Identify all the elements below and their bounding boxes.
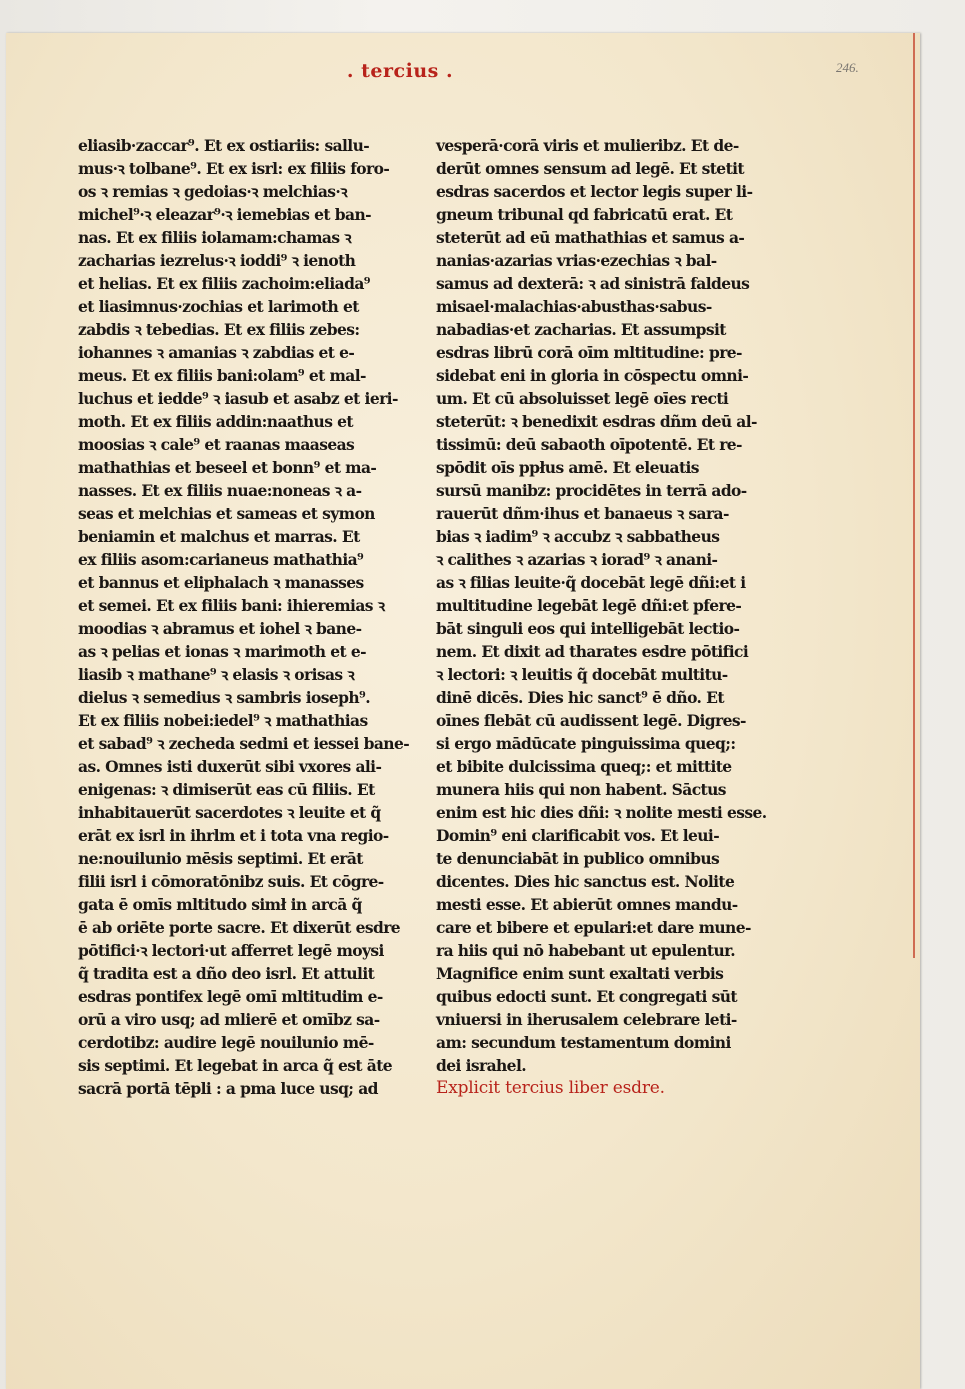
text-line: ꝛ calithes ꝛ azarias ꝛ iorad⁹ ꝛ anani- — [436, 550, 718, 569]
text-line: dinē dicēs. Dies hic sanct⁹ ē dño. Et — [436, 688, 724, 707]
text-line: rauerūt dñm·ihus et banaeus ꝛ sara- — [436, 504, 729, 523]
text-line: vesperā·corā viris et mulieribz. Et de- — [436, 136, 739, 155]
text-line: pōtifici·ꝛ lectori·ut afferret legē moysi — [78, 941, 384, 960]
text-line: Magnifice enim sunt exaltati verbis — [436, 964, 724, 983]
text-line: sursū manibz: procidētes in terrā ado- — [436, 481, 747, 500]
text-line: orū a viro usq; ad mlierē et omībz sa- — [78, 1010, 380, 1029]
text-line: enim est hic dies dñi: ꝛ nolite mesti esse. — [436, 803, 767, 822]
text-line: multitudine legebāt legē dñi:et pfere- — [436, 596, 742, 615]
text-line: Domin⁹ eni clarificabit vos. Et leui- — [436, 826, 720, 845]
text-line: et bibite dulcissima queq;: et mittite — [436, 757, 732, 776]
text-line: os ꝛ remias ꝛ gedoias·ꝛ melchias·ꝛ — [78, 182, 347, 201]
text-line: luchus et iedde⁹ ꝛ iasub et asabz et ieri- — [78, 389, 398, 408]
text-line: misael·malachias·abusthas·sabus- — [436, 297, 712, 316]
text-line: q̃ tradita est a dño deo isrl. Et attulit — [78, 964, 375, 983]
text-line: esdras sacerdos et lector legis super li- — [436, 182, 753, 201]
text-line: et helias. Et ex filiis zachoim:eliada⁹ — [78, 274, 370, 293]
text-line: dielus ꝛ semedius ꝛ sambris ioseph⁹. — [78, 688, 371, 707]
text-line: mathathias et beseel et bonn⁹ et ma- — [78, 458, 377, 477]
text-line: sacrā portā tēpli : a pma luce usq; ad — [78, 1079, 378, 1098]
text-line: beniamin et malchus et marras. Et — [78, 527, 360, 546]
text-line: gata ē omīs mltitudo simł in arcā q̃ — [78, 895, 362, 914]
text-line: sidebat eni in gloria in cōspectu omni- — [436, 366, 749, 385]
text-line: michel⁹·ꝛ eleazar⁹·ꝛ iemebias et ban- — [78, 205, 371, 224]
text-line: ra hiis qui nō habebant ut epulentur. — [436, 941, 736, 960]
text-line: oīnes flebāt cū audissent legē. Digres- — [436, 711, 746, 730]
text-line: steterūt ad eū mathathias et samus a- — [436, 228, 745, 247]
text-line: esdras librū corā oīm mltitudine: pre- — [436, 343, 742, 362]
text-line: nanias·azarias vrias·ezechias ꝛ bal- — [436, 251, 717, 270]
text-line: si ergo mādūcate pinguissima queq;: — [436, 734, 736, 753]
text-line: eliasib·zaccar⁹. Et ex ostiariis: sallu- — [78, 136, 370, 155]
text-line: munera hiis qui non habent. Sāctus — [436, 780, 726, 799]
text-line: moosias ꝛ cale⁹ et raanas maaseas — [78, 435, 355, 454]
text-line: ne:nouilunio mēsis septimi. Et erāt — [78, 849, 363, 868]
text-line: samus ad dexterā: ꝛ ad sinistrā faldeus — [436, 274, 750, 293]
text-line: nas. Et ex filiis iolamam:chamas ꝛ — [78, 228, 352, 247]
right-text-column — [436, 134, 767, 1100]
text-line: et liasimnus·zochias et larimoth et — [78, 297, 359, 316]
text-line: mesti esse. Et abierūt omnes mandu- — [436, 895, 738, 914]
text-line: vniuersi in iherusalem celebrare leti- — [436, 1010, 737, 1029]
text-line: care et bibere et epulari:et dare mune- — [436, 918, 751, 937]
text-line: erāt ex isrl in ihrlm et i tota vna regio- — [78, 826, 389, 845]
text-line: ē ab oriēte porte sacre. Et dixerūt esdre — [78, 918, 401, 937]
folio-number: 246. — [836, 60, 859, 75]
explicit-line: Explicit tercius liber esdre. — [436, 1078, 665, 1098]
text-line: et semei. Et ex filiis bani: ihieremias ꝛ — [78, 596, 385, 615]
text-line: gneum tribunal qd fabricatū erat. Et — [436, 205, 733, 224]
text-line: Et ex filiis nobei:iedel⁹ ꝛ mathathias — [78, 711, 368, 730]
text-line: ꝛ lectori: ꝛ leuitis q̃ docebāt multitu- — [436, 665, 728, 684]
text-line: derūt omnes sensum ad legē. Et stetit — [436, 159, 744, 178]
text-line: et bannus et eliphalach ꝛ manasses — [78, 573, 364, 592]
text-line: as. Omnes isti duxerūt sibi vxores ali- — [78, 757, 382, 776]
text-line: moodias ꝛ abramus et iohel ꝛ bane- — [78, 619, 362, 638]
text-line: as ꝛ filias leuite·q̃ docebāt legē dñi:et i — [436, 573, 746, 592]
text-line: ex filiis asom:carianeus mathathia⁹ — [78, 550, 364, 569]
text-line: dicentes. Dies hic sanctus est. Nolite — [436, 872, 735, 891]
text-line: iohannes ꝛ amanias ꝛ zabdias et e- — [78, 343, 355, 362]
text-line: am: secundum testamentum domini — [436, 1033, 731, 1052]
text-line: zacharias iezrelus·ꝛ ioddi⁹ ꝛ ienoth — [78, 251, 356, 270]
text-line: te denunciabāt in publico omnibus — [436, 849, 720, 868]
text-line: liasib ꝛ mathane⁹ ꝛ elasis ꝛ orisas ꝛ — [78, 665, 355, 684]
text-line: dei israhel. — [436, 1056, 527, 1075]
text-line: sis septimi. Et legebat in arca q̃ est āte — [78, 1056, 393, 1075]
text-line: meus. Et ex filiis bani:olam⁹ et mal- — [78, 366, 366, 385]
running-head: . tercius . — [346, 60, 454, 82]
text-line: nem. Et dixit ad tharates esdre pōtifici — [436, 642, 749, 661]
text-line: as ꝛ pelias et ionas ꝛ marimoth et e- — [78, 642, 366, 661]
text-line: steterūt: ꝛ benedixit esdras dñm deū al- — [436, 412, 757, 431]
text-line: esdras pontifex legē omī mltitudim e- — [78, 987, 383, 1006]
text-line: et sabad⁹ ꝛ zecheda sedmi et iessei bane- — [78, 734, 410, 753]
red-ruling-line — [913, 33, 915, 958]
text-line: bāt singuli eos qui intelligebāt lectio- — [436, 619, 740, 638]
text-line: cerdotibz: audire legē nouilunio mē- — [78, 1033, 374, 1052]
text-line: nasses. Et ex filiis nuae:noneas ꝛ a- — [78, 481, 362, 500]
text-line: seas et melchias et sameas et symon — [78, 504, 375, 523]
text-line: nabadias·et zacharias. Et assumpsit — [436, 320, 726, 339]
text-line: moth. Et ex filiis addin:naathus et — [78, 412, 353, 431]
text-line: inhabitauerūt sacerdotes ꝛ leuite et q̃ — [78, 803, 381, 822]
text-line: um. Et cū absoluisset legē oīes recti — [436, 389, 729, 408]
text-line: tissimū: deū sabaoth oīpotentē. Et re- — [436, 435, 742, 454]
text-line: mus·ꝛ tolbane⁹. Et ex isrl: ex filiis foro- — [78, 159, 390, 178]
text-line: quibus edocti sunt. Et congregati sūt — [436, 987, 737, 1006]
text-line: spōdit oīs ppłus amē. Et eleuatis — [436, 458, 699, 477]
text-line: filii isrl i cōmoratōnibz suis. Et cōgre- — [78, 872, 384, 891]
text-line: bias ꝛ iadim⁹ ꝛ accubz ꝛ sabbatheus — [436, 527, 720, 546]
text-line: enigenas: ꝛ dimiserūt eas cū filiis. Et — [78, 780, 375, 799]
text-line: zabdis ꝛ tebedias. Et ex filiis zebes: — [78, 320, 360, 339]
left-text-column — [78, 134, 410, 1100]
